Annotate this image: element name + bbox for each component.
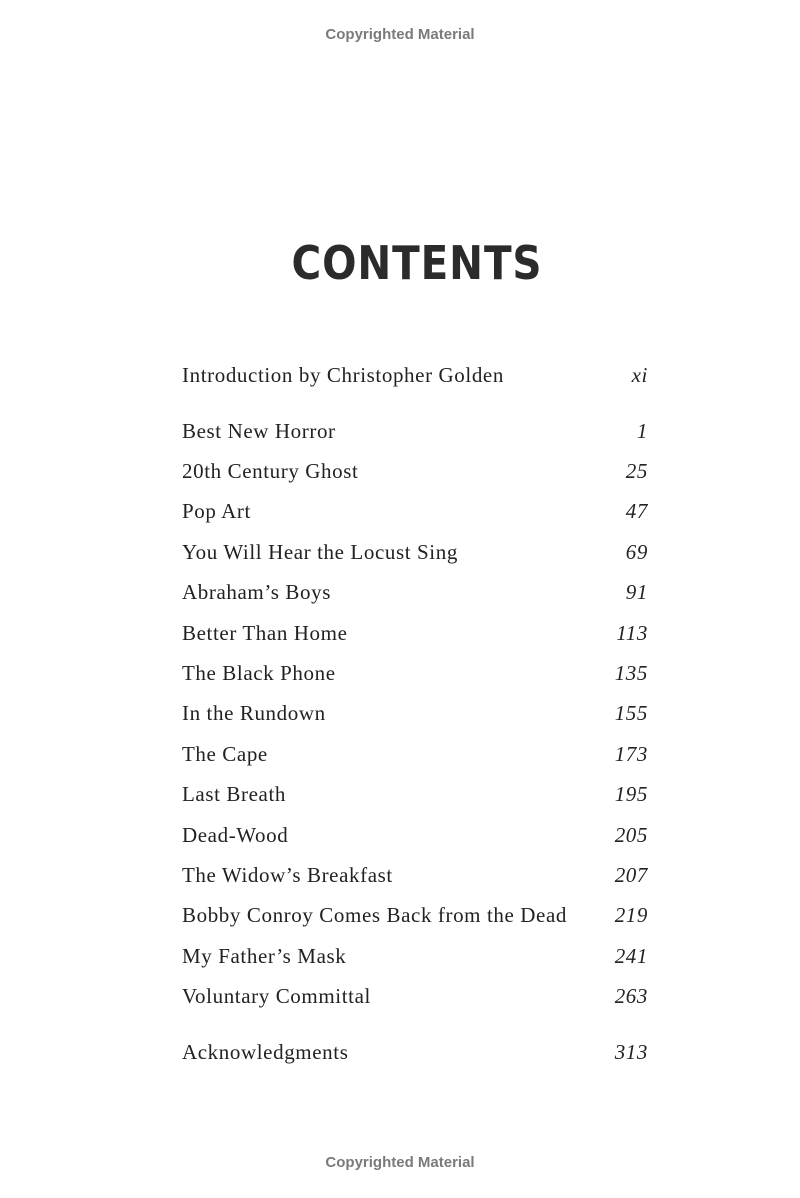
toc-entry-page: 241: [614, 944, 648, 968]
toc-entry-name: In the Rundown: [182, 701, 326, 725]
toc-entry-page: 113: [616, 621, 648, 645]
page-title: CONTENTS: [291, 236, 543, 290]
toc-entry[interactable]: [182, 619, 648, 647]
toc-entry-page: 69: [625, 540, 648, 564]
toc-entry-name: Voluntary Committal: [182, 984, 371, 1008]
toc-entry[interactable]: [182, 740, 648, 768]
toc-entry-name: Last Breath: [182, 782, 286, 806]
toc-entry-page: 25: [625, 459, 648, 483]
toc-entry-name: Acknowledgments: [182, 1040, 349, 1064]
toc-entry-name: My Father’s Mask: [182, 944, 347, 968]
toc-entry[interactable]: [182, 417, 648, 445]
toc-entry-name: 20th Century Ghost: [182, 459, 359, 483]
toc-entry-page: 205: [614, 823, 648, 847]
toc-entry-name: Introduction by Christopher Golden: [182, 363, 504, 387]
toc-entry[interactable]: [182, 861, 648, 889]
toc-entry-page: 313: [614, 1040, 648, 1064]
toc-entry[interactable]: [182, 901, 648, 929]
copyright-watermark-top: Copyrighted Material: [325, 26, 475, 43]
toc-entry-name: Best New Horror: [182, 419, 336, 443]
toc-entry[interactable]: [182, 821, 648, 849]
toc-entry-page: xi: [631, 363, 648, 387]
toc-entry[interactable]: [182, 942, 648, 970]
toc-entry-page: 1: [636, 419, 648, 443]
toc-entry-name: Bobby Conroy Comes Back from the Dead: [182, 903, 567, 927]
toc-entry[interactable]: [182, 538, 648, 566]
toc-entry-page: 263: [614, 984, 648, 1008]
toc-entry[interactable]: [182, 497, 648, 525]
toc-entry-page: 135: [614, 661, 648, 685]
toc-entry-name: Dead-Wood: [182, 823, 289, 847]
toc-entry-page: 207: [614, 863, 648, 887]
toc-entry-name: The Black Phone: [182, 661, 336, 685]
toc-entry-name: You Will Hear the Locust Sing: [182, 540, 458, 564]
copyright-watermark-bottom: Copyrighted Material: [325, 1154, 475, 1171]
toc-entry-page: 47: [625, 499, 648, 523]
toc-entry-acknowledgments[interactable]: [182, 1038, 648, 1066]
toc-entry-introduction[interactable]: [182, 361, 648, 389]
toc-entry[interactable]: [182, 699, 648, 727]
toc-entry-name: Better Than Home: [182, 621, 348, 645]
toc-entry-page: 173: [614, 742, 648, 766]
toc-entry-page: 155: [614, 701, 648, 725]
toc-entry[interactable]: [182, 578, 648, 606]
toc-entry[interactable]: [182, 982, 648, 1010]
toc-entry-page: 219: [614, 903, 648, 927]
toc-entry[interactable]: [182, 659, 648, 687]
toc-entry-name: The Widow’s Breakfast: [182, 863, 393, 887]
toc-entry-name: The Cape: [182, 742, 268, 766]
toc-entry-name: Abraham’s Boys: [182, 580, 331, 604]
toc-entry-page: 195: [614, 782, 648, 806]
toc-entry-name: Pop Art: [182, 499, 251, 523]
toc-entry-page: 91: [625, 580, 648, 604]
toc-entry[interactable]: [182, 457, 648, 485]
toc-entry[interactable]: [182, 780, 648, 808]
